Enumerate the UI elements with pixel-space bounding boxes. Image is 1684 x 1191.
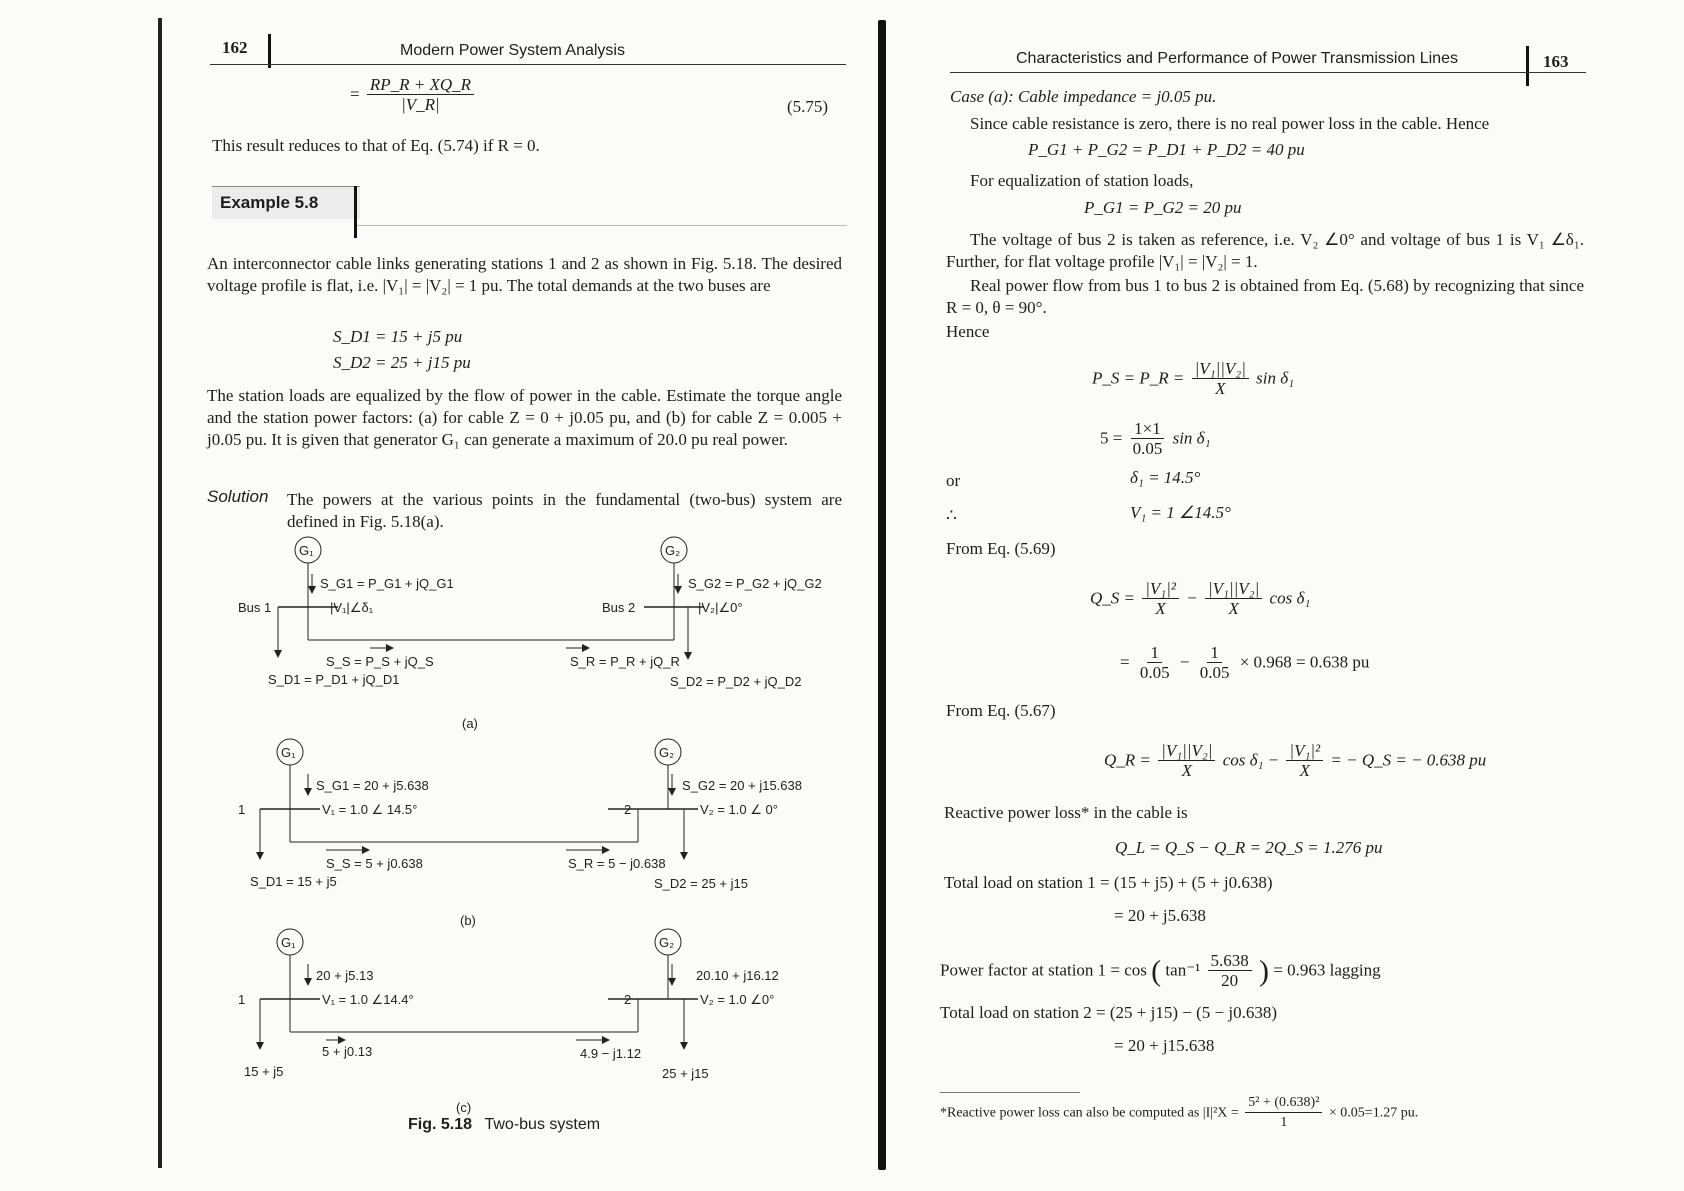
bus1-label: 1 xyxy=(238,992,246,1007)
problem-paragraph-1: An interconnector cable links generating stations 1 and 2 as shown in Fig. 5.18. The desired voltage profile is flat, i.e. |V₁| = |V₂| = 1 pu. The total demands at the two buses are xyxy=(207,254,842,295)
eq-575-numerator: RP_R + XQ_R xyxy=(367,76,474,95)
example-rule xyxy=(357,225,847,226)
eq-power-sum: P_G1 + P_G2 = P_D1 + P_D2 = 40 pu xyxy=(1028,140,1305,159)
eq-qs2-d1: 0.05 xyxy=(1139,663,1170,682)
eq-ql: Q_L = Q_S − Q_R = 2Q_S = 1.276 pu xyxy=(1115,838,1383,857)
eq-qr-n2: |V₁|² xyxy=(1286,742,1323,761)
sd1-label: S_D1 = P_D1 + jQ_D1 xyxy=(268,672,400,687)
generator-g1-label: G₁ xyxy=(281,935,296,950)
running-head-left: Modern Power System Analysis xyxy=(400,42,625,59)
eq-qs2-lhs: = xyxy=(1120,652,1130,672)
eq-qs: Q_S = $\frac{\text{|V₁|²}}{X}$ − $\frac{\text{|V₁||V₂|}}{X}$ cos δ₁ xyxy=(1090,579,1311,618)
panel-b-caption: (b) xyxy=(460,913,476,928)
figure-caption-label: Fig. 5.18 xyxy=(408,1116,473,1133)
demand-sd1: S_D1 = 15 + j5 pu xyxy=(333,327,463,346)
generator-g1-label: G₁ xyxy=(299,543,314,558)
load-station-1-result: = 20 + j5.638 xyxy=(1114,906,1206,925)
load-station-2-result: = 20 + j15.638 xyxy=(1114,1036,1215,1055)
example-label: Example 5.8 xyxy=(212,186,360,219)
v2-label: V₂ = 1.0 ∠0° xyxy=(700,992,775,1007)
header-rule-right xyxy=(950,72,1586,73)
eq-five-tail: sin δ₁ xyxy=(1172,428,1211,448)
pf1-num: 5.638 xyxy=(1208,952,1252,971)
footnote-tail: × 0.05=1.27 pu. xyxy=(1328,1105,1419,1121)
eq-qs2-tail: × 0.968 = 0.638 pu xyxy=(1239,652,1370,672)
eq-ps-den: X xyxy=(1215,379,1226,398)
load-station-2: Total load on station 2 = (25 + j15) − (5 − j0.638) xyxy=(940,1003,1277,1022)
eq-v1: V₁ = 1 ∠14.5° xyxy=(1130,503,1231,522)
sr-label: 4.9 − j1.12 xyxy=(580,1046,642,1061)
reactive-loss-text: Reactive power loss* in the cable is xyxy=(944,803,1188,822)
or-text: or xyxy=(946,471,961,490)
real-power-text: Real power flow from bus 1 to bus 2 is obtained from Eq. (5.68) by recognizing that since R = 0, θ = 90°. xyxy=(946,276,1584,317)
footnote xyxy=(940,1094,1418,1133)
eq-qs-tail: cos δ₁ xyxy=(1269,588,1311,608)
sd1-label: 15 + j5 xyxy=(244,1064,284,1079)
figure-caption-text: Two-bus system xyxy=(484,1116,601,1133)
eq-ps-lhs: P_S = P_R = xyxy=(1092,368,1185,388)
header-divider-right xyxy=(1526,46,1529,86)
sg1-label: 20 + j5.13 xyxy=(316,968,374,983)
eq-five-num: 1×1 xyxy=(1131,420,1164,439)
header-divider-left xyxy=(268,34,271,68)
pf1-tan: tan⁻¹ xyxy=(1165,960,1201,980)
v2-label: |V₂|∠0° xyxy=(698,600,743,615)
equation-label-5-75: (5.75) xyxy=(787,97,829,116)
eq-qs-n2: |V₁||V₂| xyxy=(1205,580,1262,599)
panel-a-caption: (a) xyxy=(462,716,478,731)
eq-qr-mid: cos δ₁ − xyxy=(1222,750,1280,770)
eq-ps-num: |V₁||V₂| xyxy=(1192,360,1249,379)
sd2-label: S_D2 = 25 + j15 xyxy=(654,876,748,891)
demand-sd2: S_D2 = 25 + j15 pu xyxy=(333,353,471,372)
solution-text: The powers at the various points in the fundamental (two-bus) system are defined in Fig. 5.18(a). xyxy=(287,490,842,531)
footnote-den: 1 xyxy=(1280,1115,1288,1130)
sd2-label: S_D2 = P_D2 + jQ_D2 xyxy=(670,674,802,689)
footnote-rule xyxy=(940,1092,1080,1093)
power-factor-station-1: Power factor at station 1 = cos ( tan⁻¹ $\frac{5.638}{20}$ ) = 0.963 lagging xyxy=(940,951,1381,990)
eq-qr-d2: X xyxy=(1299,761,1310,780)
v1-label: |V₁|∠δ₁ xyxy=(330,600,374,615)
ss-label: S_S = P_S + jQ_S xyxy=(326,654,434,669)
eq-qs2-n2: 1 xyxy=(1207,644,1222,663)
bus1-label: Bus 1 xyxy=(238,600,272,615)
generator-g2-label: G₂ xyxy=(665,543,681,558)
eq-ps xyxy=(1092,360,1294,399)
eq-qs-d2: X xyxy=(1228,599,1239,618)
header-rule-left xyxy=(210,64,846,65)
ss-label: 5 + j0.13 xyxy=(322,1044,373,1059)
eq-qs-numeric: = $\frac{1}{0.05}$ − $\frac{1}{0.05}$ × 0.968 = 0.638 pu xyxy=(1120,643,1370,682)
eq-five xyxy=(1100,420,1211,459)
eq-qs-d1: X xyxy=(1155,599,1166,618)
sd2-label: 25 + j15 xyxy=(662,1066,709,1081)
page-number-left: 162 xyxy=(222,38,248,57)
voltage-reference-text: The voltage of bus 2 is taken as reference, i.e. V₂ ∠0° and voltage of bus 1 is V₁ ∠δ₁. Further, for flat voltage profile |V₁| = |V₂| = 1. xyxy=(946,230,1584,271)
eq-qr-tail: = − Q_S = − 0.638 pu xyxy=(1330,750,1487,770)
figure-panel-b xyxy=(238,739,802,928)
eq-five-den: 0.05 xyxy=(1132,439,1163,458)
sr-label: S_R = P_R + jQ_R xyxy=(570,654,680,669)
eq-ps-tail: sin δ₁ xyxy=(1256,368,1295,388)
case-a-heading: Case (a): Cable impedance = j0.05 pu. xyxy=(950,87,1217,106)
eq-qr-lhs: Q_R = xyxy=(1104,750,1151,770)
load-station-1: Total load on station 1 = (15 + j5) + (5 + j0.638) xyxy=(944,873,1273,892)
eq-qs-n1: |V₁|² xyxy=(1142,580,1179,599)
figure-caption xyxy=(408,1116,600,1134)
example-label-bar xyxy=(354,186,357,238)
v2-label: V₂ = 1.0 ∠ 0° xyxy=(700,802,778,817)
figure-panel-c xyxy=(238,929,779,1115)
reduce-text: This result reduces to that of Eq. (5.74) if R = 0. xyxy=(212,136,540,155)
sr-label: S_R = 5 − j0.638 xyxy=(568,856,666,871)
eq-qs-lhs: Q_S = xyxy=(1090,588,1135,608)
hence-text: Hence xyxy=(946,322,990,341)
ss-label: S_S = 5 + j0.638 xyxy=(326,856,423,871)
v1-label: V₁ = 1.0 ∠14.4° xyxy=(322,992,414,1007)
from-eq-567: From Eq. (5.67) xyxy=(946,701,1056,720)
eq-equal-gen: P_G1 = P_G2 = 20 pu xyxy=(1084,198,1242,217)
generator-g2-label: G₂ xyxy=(659,745,675,760)
therefore-symbol: ∴ xyxy=(946,506,957,525)
figure-5-18 xyxy=(230,534,840,1134)
generator-g1-label: G₁ xyxy=(281,745,296,760)
panel-c-caption: (c) xyxy=(456,1100,472,1115)
eq-qs2-n1: 1 xyxy=(1147,644,1162,663)
figure-panel-a xyxy=(238,537,822,731)
eq-five-lhs: 5 = xyxy=(1100,428,1123,448)
footnote-num: 5² + (0.638)² xyxy=(1245,1094,1322,1113)
sg1-label: S_G1 = P_G1 + jQ_G1 xyxy=(320,576,454,591)
v1-label: V₁ = 1.0 ∠ 14.5° xyxy=(322,802,418,817)
bus2-label: Bus 2 xyxy=(602,600,636,615)
footnote-lhs: *Reactive power loss can also be computed as |I|²X = xyxy=(940,1105,1239,1121)
bus1-label: 1 xyxy=(238,802,246,817)
running-head-right: Characteristics and Performance of Power Transmission Lines xyxy=(1016,50,1458,67)
eq-delta: δ₁ = 14.5° xyxy=(1130,468,1201,487)
eq-575-denominator: |V_R| xyxy=(401,95,440,114)
from-eq-569: From Eq. (5.69) xyxy=(946,539,1056,558)
pf1-tail: = 0.963 lagging xyxy=(1273,960,1381,980)
page-number-right: 163 xyxy=(1543,52,1569,71)
sg2-label: 20.10 + j16.12 xyxy=(696,968,779,983)
equation-5-75: = $\frac{RP\_R + XQ\_R}{|V\_R|}$ xyxy=(350,76,477,115)
left-page-edge xyxy=(158,18,162,1168)
pf1-den: 20 xyxy=(1221,971,1239,990)
sg1-label: S_G1 = 20 + j5.638 xyxy=(316,778,429,793)
eq-qr-d1: X xyxy=(1181,761,1192,780)
solution-label: Solution xyxy=(207,487,269,506)
sd1-label: S_D1 = 15 + j5 xyxy=(250,874,337,889)
equalization-text: For equalization of station loads, xyxy=(970,171,1194,190)
eq-qr-n1: |V₁||V₂| xyxy=(1158,742,1215,761)
bus2-label: 2 xyxy=(624,992,632,1007)
no-loss-text: Since cable resistance is zero, there is no real power loss in the cable. Hence xyxy=(970,114,1490,133)
bus2-label: 2 xyxy=(624,802,632,817)
problem-paragraph-2: The station loads are equalized by the flow of power in the cable. Estimate the torque angle and the station power factors: (a) for cable Z = 0 + j0.05 pu, and (b) for cable Z = 0.005 + j0.05 pu. It is given that generator G₁ can generate a maximum of 20.0 pu real power. xyxy=(207,386,842,449)
generator-g2-label: G₂ xyxy=(659,935,675,950)
pf1-lhs: Power factor at station 1 = cos xyxy=(940,960,1147,980)
eq-qs2-d2: 0.05 xyxy=(1199,663,1230,682)
sg2-label: S_G2 = 20 + j15.638 xyxy=(682,778,802,793)
eq-qr xyxy=(1104,742,1486,781)
book-spine xyxy=(878,20,886,1170)
sg2-label: S_G2 = P_G2 + jQ_G2 xyxy=(688,576,822,591)
